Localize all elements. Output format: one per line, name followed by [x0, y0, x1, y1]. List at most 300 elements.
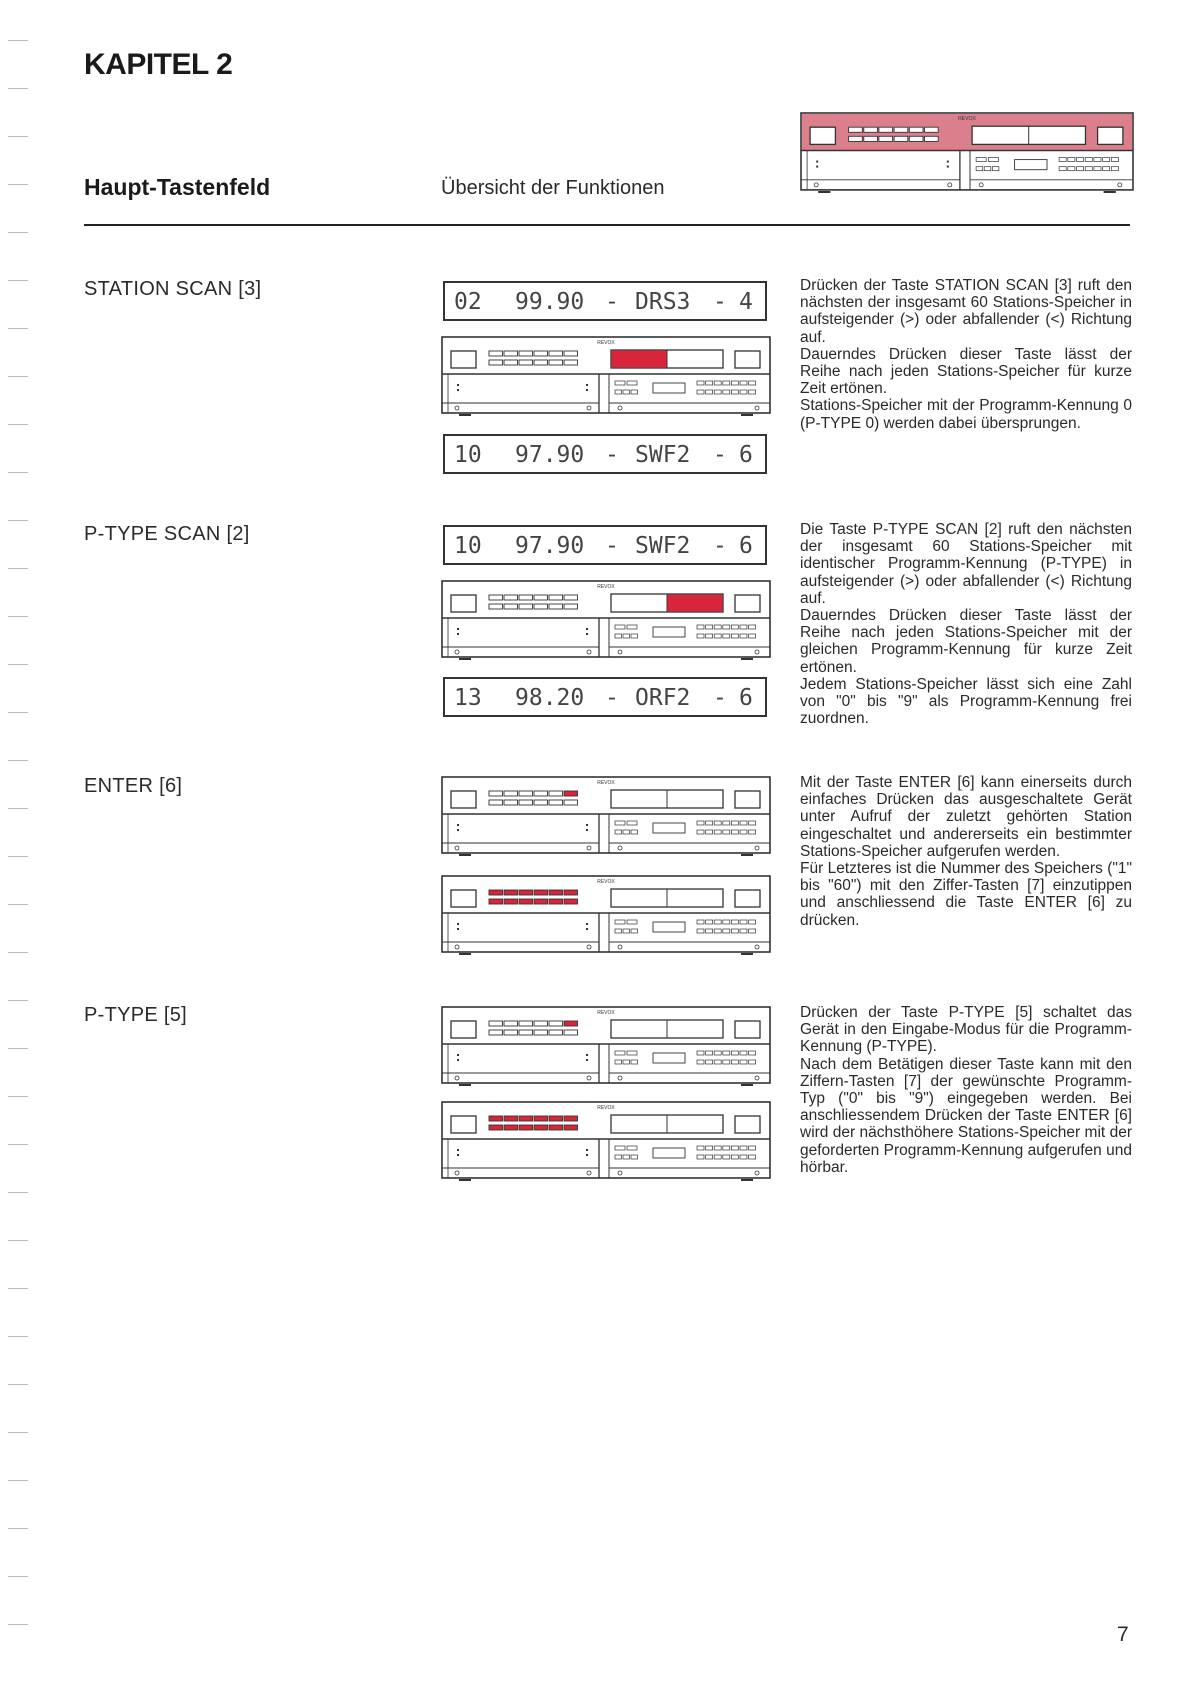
led	[457, 1149, 459, 1151]
margin-tick	[8, 1048, 28, 1049]
key	[615, 830, 622, 834]
device-illustration-station-scan	[441, 336, 771, 418]
key	[1111, 167, 1118, 171]
description-ptype-scan	[800, 521, 1132, 727]
key	[714, 390, 721, 394]
display-highlight	[667, 595, 722, 612]
preset-button	[864, 136, 878, 141]
key	[723, 1051, 730, 1055]
preset-button	[564, 351, 578, 356]
preset-button	[504, 800, 518, 805]
key	[706, 390, 713, 394]
margin-tick	[8, 424, 28, 425]
key	[749, 625, 756, 629]
power-button	[451, 595, 476, 612]
paragraph: Die Taste P-TYPE SCAN [2] ruft den nächsten der insgesamt 60 Stations-Speicher mit identischer Programm-Kennung (P-TYPE) in aufsteigender (>) oder abfallender (<) Richtung auf.	[800, 521, 1132, 607]
power-button	[451, 351, 476, 368]
margin-tick	[8, 1000, 28, 1001]
preset-button	[564, 800, 578, 805]
slider	[653, 627, 685, 637]
preset-button	[534, 351, 548, 356]
header-divider	[84, 224, 1130, 226]
key	[631, 929, 638, 933]
preset-button	[519, 791, 533, 796]
led	[586, 928, 588, 930]
preset-button	[534, 595, 548, 600]
key	[731, 390, 738, 394]
device-brand: REVOX	[597, 340, 615, 346]
preset-button	[489, 791, 503, 796]
key	[731, 1051, 738, 1055]
led	[586, 633, 588, 635]
led	[586, 1149, 588, 1151]
key	[706, 381, 713, 385]
paragraph: Stations-Speicher mit der Programm-Kennung 0 (P-TYPE 0) werden dabei übersprungen.	[800, 397, 1132, 432]
lcd-memory: 10	[454, 442, 482, 468]
paragraph: Jedem Stations-Speicher lässt sich eine Zahl von "0" bis "9" als Programm-Kennung frei zuordnen.	[800, 675, 1132, 728]
key	[984, 167, 991, 171]
key	[706, 1155, 713, 1159]
preset-button	[504, 1030, 518, 1035]
led	[586, 829, 588, 831]
lcd-ptype: 6	[739, 533, 753, 559]
margin-tick	[8, 280, 28, 281]
slider	[653, 922, 685, 932]
preset-button	[534, 800, 548, 805]
paragraph: Mit der Taste ENTER [6] kann einerseits durch einfaches Drücken das ausgeschaltete Gerät unter Aufruf der zuletzt gehörten Station eingeschaltet und andererseits ein bestimmter Stations-Speicher aufgerufen werden.	[800, 774, 1132, 860]
right-button	[1098, 127, 1123, 144]
preset-button	[564, 899, 578, 904]
key	[976, 167, 983, 171]
key	[714, 920, 721, 924]
preset-button	[909, 136, 923, 141]
description-ptype	[800, 1004, 1132, 1176]
preset-button	[519, 800, 533, 805]
key	[627, 381, 637, 385]
lcd-dash: -	[713, 685, 727, 711]
function-label-enter: ENTER [6]	[84, 775, 183, 797]
key	[706, 1060, 713, 1064]
function-label-ptype: P-TYPE [5]	[84, 1004, 188, 1026]
device-illustration-ptype-2	[441, 1101, 771, 1183]
margin-tick	[8, 1624, 28, 1625]
preset-button	[504, 1021, 518, 1026]
key	[627, 821, 637, 825]
key	[1103, 167, 1110, 171]
key	[1059, 158, 1066, 162]
preset-button	[549, 604, 563, 609]
key	[723, 929, 730, 933]
preset-button	[549, 791, 563, 796]
key	[749, 381, 756, 385]
lcd-frequency: 98.20	[515, 685, 585, 711]
preset-button	[489, 1116, 503, 1121]
device-brand: REVOX	[597, 584, 615, 590]
key	[697, 821, 704, 825]
preset-button	[519, 1125, 533, 1130]
lcd-station: ORF2	[635, 685, 691, 711]
key	[631, 1060, 638, 1064]
preset-button	[549, 360, 563, 365]
right-button	[735, 1021, 760, 1038]
key	[749, 830, 756, 834]
lcd-station: SWF2	[635, 533, 691, 559]
led	[457, 829, 459, 831]
key	[706, 830, 713, 834]
key	[1094, 167, 1101, 171]
lcd-display-ptype-scan-before	[443, 525, 767, 565]
device-svg	[441, 336, 771, 418]
header-device-illustration	[800, 112, 1134, 195]
key	[723, 920, 730, 924]
preset-button	[519, 899, 533, 904]
key	[615, 625, 625, 629]
right-button	[735, 791, 760, 808]
key	[615, 390, 622, 394]
key	[631, 830, 638, 834]
led	[457, 628, 459, 630]
preset-button	[534, 1021, 548, 1026]
device-brand: REVOX	[597, 879, 615, 885]
led	[457, 824, 459, 826]
key	[749, 390, 756, 394]
description-enter	[800, 774, 1132, 929]
key	[723, 625, 730, 629]
key	[731, 821, 738, 825]
preset-button	[504, 604, 518, 609]
lcd-memory: 02	[454, 289, 482, 315]
preset-button	[504, 1116, 518, 1121]
section-subtitle: Übersicht der Funktionen	[441, 177, 665, 199]
preset-button	[534, 1030, 548, 1035]
device-svg	[441, 580, 771, 662]
preset-button	[489, 360, 503, 365]
margin-tick	[8, 664, 28, 665]
key	[706, 634, 713, 638]
key	[714, 381, 721, 385]
led	[816, 161, 818, 163]
led	[586, 384, 588, 386]
margin-tick	[8, 328, 28, 329]
key	[714, 1051, 721, 1055]
led	[947, 166, 949, 168]
preset-button	[504, 890, 518, 895]
page-number: 7	[1117, 1623, 1129, 1646]
preset-button	[489, 899, 503, 904]
key	[697, 381, 704, 385]
preset-button	[564, 1021, 578, 1026]
lcd-station: SWF2	[635, 442, 691, 468]
preset-button	[519, 1116, 533, 1121]
device-brand: REVOX	[958, 116, 976, 123]
key	[740, 830, 747, 834]
key	[1103, 158, 1110, 162]
function-label-station-scan: STATION SCAN [3]	[84, 278, 262, 300]
margin-tick	[8, 232, 28, 233]
preset-button	[564, 791, 578, 796]
preset-button	[519, 1021, 533, 1026]
key	[976, 158, 986, 162]
lcd-dash: -	[605, 442, 619, 468]
preset-button	[549, 800, 563, 805]
key	[749, 634, 756, 638]
key	[627, 920, 637, 924]
slider	[1015, 160, 1047, 170]
preset-button	[504, 360, 518, 365]
margin-tick	[8, 1288, 28, 1289]
preset-button	[534, 1125, 548, 1130]
preset-button	[549, 1021, 563, 1026]
margin-tick	[8, 760, 28, 761]
lcd-ptype: 6	[739, 442, 753, 468]
key	[706, 1051, 713, 1055]
lcd-display-ptype-scan-after	[443, 677, 767, 717]
preset-button	[564, 360, 578, 365]
key	[992, 167, 999, 171]
slider	[653, 1148, 685, 1158]
preset-button	[489, 890, 503, 895]
key	[1111, 158, 1118, 162]
lcd-memory: 13	[454, 685, 482, 711]
key	[623, 1060, 630, 1064]
device-brand: REVOX	[597, 1010, 615, 1016]
preset-button	[564, 604, 578, 609]
key	[697, 634, 704, 638]
key	[731, 830, 738, 834]
preset-button	[549, 1030, 563, 1035]
right-button	[735, 595, 760, 612]
preset-button	[519, 604, 533, 609]
led	[457, 1054, 459, 1056]
device-illustration-ptype-1	[441, 1006, 771, 1088]
slider	[653, 383, 685, 393]
preset-button	[504, 595, 518, 600]
margin-tick	[8, 1480, 28, 1481]
preset-button	[849, 136, 863, 141]
margin-tick	[8, 376, 28, 377]
key	[623, 634, 630, 638]
lcd-dash: -	[605, 685, 619, 711]
preset-button	[519, 351, 533, 356]
right-button	[735, 1116, 760, 1133]
power-button	[451, 1116, 476, 1133]
key	[627, 1051, 637, 1055]
preset-button	[519, 1030, 533, 1035]
led	[586, 389, 588, 391]
key	[615, 821, 625, 825]
device-illustration-ptype-scan	[441, 580, 771, 662]
lcd-frequency: 97.90	[515, 442, 585, 468]
preset-button	[549, 890, 563, 895]
key	[714, 1146, 721, 1150]
key	[723, 1146, 730, 1150]
key	[723, 830, 730, 834]
power-button	[451, 1021, 476, 1038]
device-svg	[800, 112, 1134, 195]
key	[697, 1155, 704, 1159]
key	[631, 1155, 638, 1159]
key	[697, 625, 704, 629]
margin-tick	[8, 520, 28, 521]
preset-button	[925, 127, 939, 132]
preset-button	[564, 1125, 578, 1130]
key	[1077, 158, 1084, 162]
key	[623, 1155, 630, 1159]
section-title: Haupt-Tastenfeld	[84, 174, 271, 200]
key	[988, 158, 998, 162]
key	[615, 1146, 625, 1150]
lcd-station: DRS3	[635, 289, 691, 315]
led	[586, 628, 588, 630]
lcd-ptype: 4	[739, 289, 753, 315]
preset-button	[534, 604, 548, 609]
right-button	[735, 890, 760, 907]
preset-button	[504, 791, 518, 796]
description-station-scan	[800, 277, 1132, 432]
paragraph: Drücken der Taste P-TYPE [5] schaltet das Gerät in den Eingabe-Modus für die Programm-Kennung (P-TYPE).	[800, 1004, 1132, 1056]
preset-button	[504, 351, 518, 356]
key	[697, 1060, 704, 1064]
power-button	[451, 890, 476, 907]
led	[457, 923, 459, 925]
margin-tick	[8, 952, 28, 953]
key	[615, 381, 625, 385]
key	[714, 1060, 721, 1064]
margin-tick	[8, 1576, 28, 1577]
margin-tick	[8, 904, 28, 905]
device-brand: REVOX	[597, 780, 615, 786]
preset-button	[519, 360, 533, 365]
margin-ticks	[8, 40, 30, 1660]
margin-tick	[8, 472, 28, 473]
right-button	[735, 351, 760, 368]
preset-button	[489, 604, 503, 609]
key	[723, 1060, 730, 1064]
key	[1077, 167, 1084, 171]
led	[586, 1059, 588, 1061]
key	[740, 390, 747, 394]
key	[1085, 167, 1092, 171]
preset-button	[894, 136, 908, 141]
key	[1094, 158, 1101, 162]
margin-tick	[8, 136, 28, 137]
key	[706, 1146, 713, 1150]
key	[731, 1155, 738, 1159]
key	[1059, 167, 1066, 171]
lcd-ptype: 6	[739, 685, 753, 711]
key	[706, 920, 713, 924]
preset-button	[534, 899, 548, 904]
key	[723, 1155, 730, 1159]
key	[697, 830, 704, 834]
margin-tick	[8, 712, 28, 713]
preset-button	[489, 595, 503, 600]
lcd-dash: -	[713, 289, 727, 315]
key	[627, 1146, 637, 1150]
preset-button	[549, 595, 563, 600]
key	[749, 1146, 756, 1150]
key	[615, 920, 625, 924]
lcd-frequency: 99.90	[515, 289, 585, 315]
paragraph: Dauerndes Drücken dieser Taste lässt der Reihe nach jeden Stations-Speicher für kurze Zeit ertönen.	[800, 345, 1132, 398]
led	[457, 389, 459, 391]
margin-tick	[8, 1240, 28, 1241]
margin-tick	[8, 184, 28, 185]
paragraph: Drücken der Taste STATION SCAN [3] ruft den nächsten der insgesamt 60 Stations-Speicher in aufsteigender (>) oder abfallender (<) Richtung auf.	[800, 277, 1132, 346]
device-svg	[441, 1006, 771, 1088]
display-highlight	[612, 351, 667, 368]
preset-button	[549, 1125, 563, 1130]
margin-tick	[8, 1528, 28, 1529]
key	[740, 1060, 747, 1064]
paragraph: Nach dem Betätigen dieser Taste kann mit den Ziffern-Tasten [7] der gewünschte Programm-Typ ("0" bis "9") eingegeben werden. Bei anschliessendem Drücken der Taste ENTER [6] wird der nächsthöhere Stations-Speicher mit der geforderten Programm-Kennung aufgerufen und hörbar.	[800, 1055, 1132, 1176]
margin-tick	[8, 1192, 28, 1193]
key	[623, 929, 630, 933]
preset-button	[489, 800, 503, 805]
key	[631, 634, 638, 638]
lcd-dash: -	[713, 442, 727, 468]
device-brand: REVOX	[597, 1105, 615, 1111]
key	[723, 390, 730, 394]
key	[697, 390, 704, 394]
key	[740, 634, 747, 638]
key	[615, 929, 622, 933]
key	[697, 1146, 704, 1150]
key	[623, 390, 630, 394]
lcd-dash: -	[605, 533, 619, 559]
margin-tick	[8, 1432, 28, 1433]
preset-button	[864, 127, 878, 132]
led	[816, 166, 818, 168]
preset-button	[549, 899, 563, 904]
lcd-dash: -	[713, 533, 727, 559]
preset-button	[504, 1125, 518, 1130]
led	[457, 1154, 459, 1156]
preset-button	[879, 136, 893, 141]
power-button	[451, 791, 476, 808]
led	[457, 633, 459, 635]
preset-button	[549, 351, 563, 356]
key	[706, 625, 713, 629]
preset-button	[534, 890, 548, 895]
key	[631, 390, 638, 394]
key	[627, 625, 637, 629]
key	[749, 1051, 756, 1055]
device-illustration-enter-1	[441, 776, 771, 858]
lcd-dash: -	[605, 289, 619, 315]
preset-button	[489, 1021, 503, 1026]
key	[615, 1155, 622, 1159]
key	[749, 920, 756, 924]
chapter-heading: KAPITEL 2	[84, 48, 233, 81]
key	[749, 1155, 756, 1159]
key	[731, 920, 738, 924]
key	[723, 381, 730, 385]
margin-tick	[8, 808, 28, 809]
key	[749, 929, 756, 933]
key	[1068, 158, 1075, 162]
key	[731, 625, 738, 629]
lcd-memory: 10	[454, 533, 482, 559]
margin-tick	[8, 40, 28, 41]
slider	[653, 1053, 685, 1063]
key	[740, 1051, 747, 1055]
key	[615, 634, 622, 638]
key	[740, 1155, 747, 1159]
key	[714, 625, 721, 629]
key	[615, 1060, 622, 1064]
lcd-display-station-scan-before	[443, 281, 767, 321]
